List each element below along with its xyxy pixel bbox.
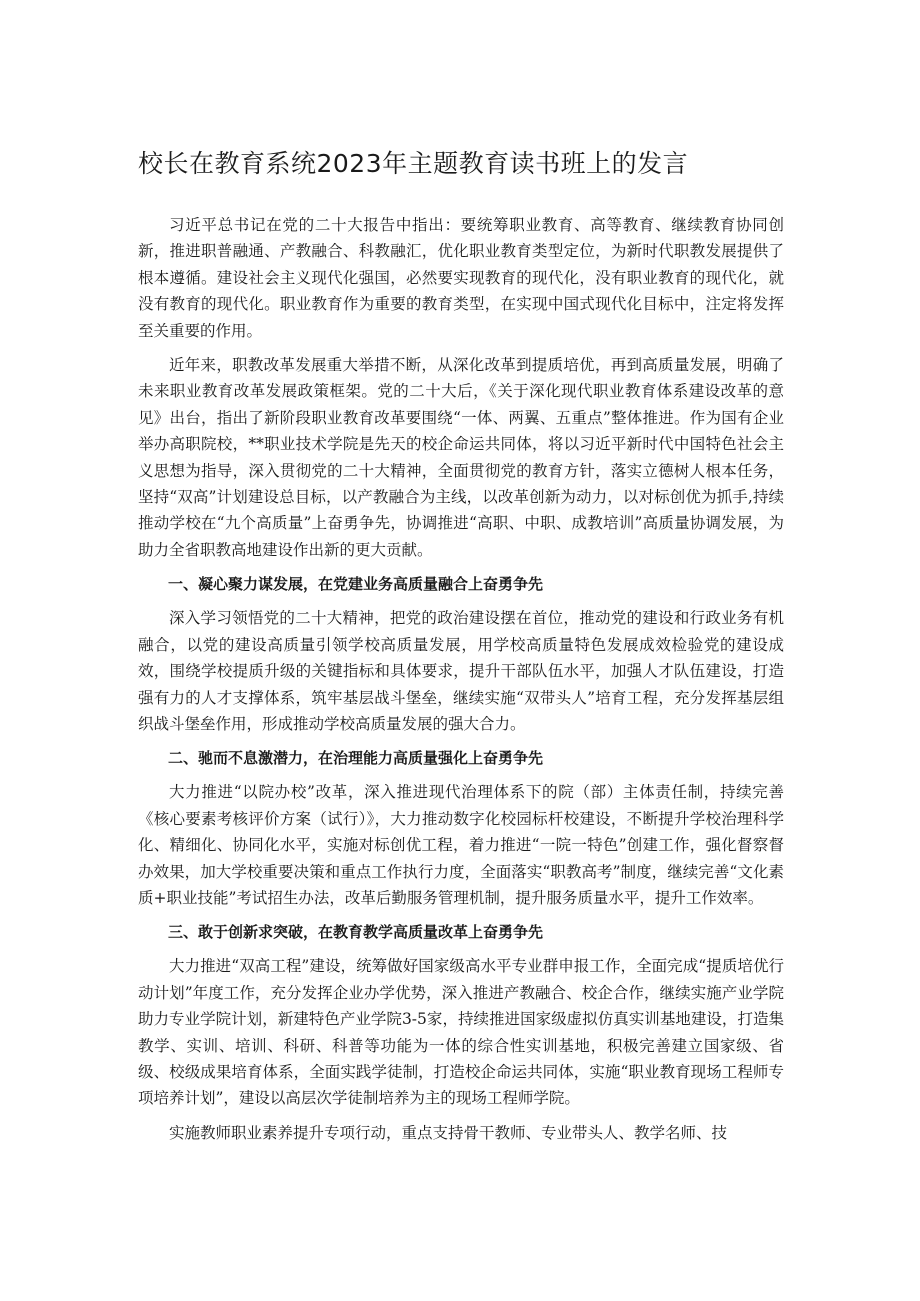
document-page xyxy=(138,140,784,1154)
section-body-3: 大力推进“双高工程”建设，统筹做好国家级高水平专业群申报工作，全面完成“提质培优行动计划”年度工作，充分发挥企业办学优势，深入推进产教融合、校企合作，继续实施产业学院助力专业学院计划，新建特色产业学院3-5家，持续推进国家级虚拟仿真实训基地建设，打造集教学、实训、培训、科研、科普等功能为一体的综合性实训基地，积极完善建立国家级、省级、校级成果培育体系，全面实践学徒制，打造校企命运共同体，实施“职业教育现场工程师专项培养计划”，建设以高层次学徒制培养为主的现场工程师学院。 xyxy=(138,957,784,1108)
document-title: 校长在教育系统2023年主题教育读书班上的发言 xyxy=(138,149,689,178)
section-body-2: 大力推进“以院办校”改革，深入推进现代治理体系下的院（部）主体责任制，持续完善《核心要素考核评价方案（试行）》，大力推动数字化校园标杆校建设，不断提升学校治理科学化、精细化、协同化水平，实施对标创优工程，着力推进“一院一特色”创建工作，强化督察督办效果，加大学校重要决策和重点工作执行力度，全面落实“职教高考”制度，继续完善“文化素质+职业技能”考试招生办法，改革后勤服务管理机制，提升服务质量水平，提升工作效率。 xyxy=(138,783,784,907)
section-body-1: 深入学习领悟党的二十大精神，把党的政治建设摆在首位，推动党的建设和行政业务有机融合，以党的建设高质量引领学校高质量发展，用学校高质量特色发展成效检验党的建设成效，围绕学校提质升级的关键指标和具体要求，提升干部队伍水平，加强人才队伍建设，打造强有力的人才支撑体系，筑牢基层战斗堡垒，继续实施“双带头人”培育工程，充分发挥基层组织战斗堡垒作用，形成推动学校高质量发展的强大合力。 xyxy=(138,609,784,733)
paragraph-intro-2: 近年来，职教改革发展重大举措不断，从深化改革到提质培优，再到高质量发展，明确了未来职业教育改革发展政策框架。党的二十大后，《关于深化现代职业教育体系建设改革的意见》出台，指出了新阶段职业教育改革要围绕“一体、两翼、五重点”整体推进。作为国有企业举办高职院校，**职业技术学院是先天的校企命运共同体，将以习近平新时代中国特色社会主义思想为指导，深入贯彻党的二十大精神，全面贯彻党的教育方针，落实立德树人根本任务，坚持“双高”计划建设总目标，以产教融合为主线，以改革创新为动力，以对标创优为抓手,持续推动学校在“九个高质量”上奋勇争先，协调推进“高职、中职、成教培训”高质量协调发展，为助力全省职教高地建设作出新的更大贡献。 xyxy=(138,356,784,559)
section-body-3-continued: 实施教师职业素养提升专项行动，重点支持骨干教师、专业带头人、教学名师、技 xyxy=(169,1123,728,1142)
section-heading-2: 二、驰而不息激潜力，在治理能力高质量强化上奋勇争先 xyxy=(168,749,544,768)
section-heading-3: 三、敢于创新求突破，在教育教学高质量改革上奋勇争先 xyxy=(168,923,544,942)
section-heading-1: 一、凝心聚力谋发展，在党建业务高质量融合上奋勇争先 xyxy=(168,575,544,594)
paragraph-intro-1: 习近平总书记在党的二十大报告中指出：要统筹职业教育、高等教育、继续教育协同创新，推进职普融通、产教融合、科教融汇，优化职业教育类型定位，为新时代职教发展提供了根本遵循。建设社会主义现代化强国，必然要实现教育的现代化，没有职业教育的现代化，就没有教育的现代化。职业教育作为重要的教育类型，在实现中国式现代化目标中，注定将发挥至关重要的作用。 xyxy=(138,216,784,340)
